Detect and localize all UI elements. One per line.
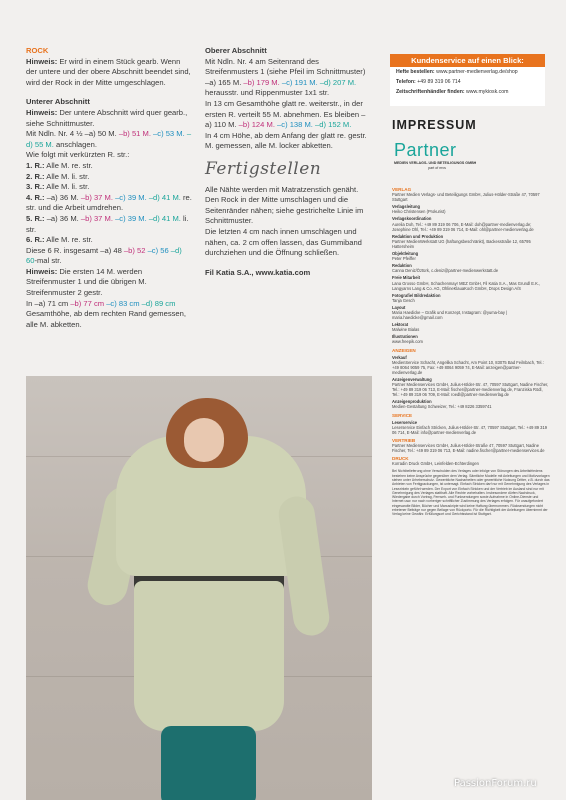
lektorat-label: Lektorat: [392, 322, 409, 328]
verkauf-text: MedienService Schacht, Angelika Schacht, Am Point 10, 83075 Bad Feilnbach, Tel.: +49 8064 9059 75, Fax: +49 8064 9059 74, E-Mail: anzeigen@partner-medienverlag.de: [392, 359, 544, 375]
impressum-details: [392, 184, 550, 517]
watermark: PassionForum.ru: [454, 778, 537, 789]
knitted-skirt: [134, 581, 284, 731]
repeat-instruction: Diese 6 R. insgesamt –a) 48 –b) 52 –c) 56 –d) 60-mal str.: [26, 245, 182, 266]
row-4: 4. R.: –a) 36 M. –b) 37 M. –c) 39 M. –d) 41 M. re. str. und die Arbeit umdrehen.: [26, 192, 192, 213]
cast-on-instruction: Mit Ndln. Nr. 4 ½ –a) 50 M. –b) 51 M. –c) 53 M. –d) 55 M. anschlagen.: [26, 129, 192, 149]
leserservice-text: Leserservice Einfach Stricken, Julius-Hölder-Str. 47, 70597 Stuttgart, Tel.: +49 89 319 06 714, E-Mail: info@partner-medienverlag.de: [392, 424, 548, 435]
verkauf-label: Verkauf: [392, 354, 407, 360]
druck-text: Korradin Druck GmbH, Leinfelden-Echterdingen: [392, 461, 479, 467]
oberer-instruction-2: In 13 cm Gesamthöhe glatt re. weiterstr., in der ersten R. verteilt 55 M. abnehmen. Es bleiben –a) 110 M. –b) 124 M. –c) 138 M. –d) 152 M.: [205, 98, 366, 130]
objektleitung-label: Objektleitung: [392, 251, 419, 257]
finishing-2: Die letzten 4 cm nach innen umschlagen und nähen, ca. 2 cm offen lassen, das Gummiband durchziehen und die Öffnung schließen.: [205, 226, 362, 258]
pattern-column-right: [205, 46, 370, 278]
kundenservice-box: [390, 54, 545, 106]
yarn-supplier: Fil Katia S.A., www.katia.com: [205, 267, 311, 277]
leserservice-label: Leserservice: [392, 419, 418, 425]
lektorat-text: Malwine Bialas: [392, 327, 420, 333]
verlagsleitung-label: Verlagsleitung: [392, 204, 420, 210]
impressum-title: IMPRESSUM: [392, 118, 477, 132]
model-legs: [161, 726, 256, 800]
fotografie-text: Tanja Gesch: [392, 297, 415, 303]
freie-mitarbeit-text: Lana Grosso GmbH, Schachenmayr MEZ GmbH, Fil Katia S.A., Mas Grundl E.K., Langyarns Lang & Co. AG, OhlineKlauaKoch GmbH, Drops Design A/S: [392, 280, 541, 291]
row-3: 3. R.: Alle M. li. str.: [26, 182, 90, 192]
objektleitung-text: Peter Pfeiffer: [392, 256, 416, 262]
fertigstellen-title: Fertigstellen: [205, 158, 322, 179]
model-photo: [26, 376, 372, 800]
section-anzeigen: ANZEIGEN: [392, 347, 416, 353]
redaktion-text: Canna Deniz/Öztürk, c.deniz@partner-medienwerkstatt.de: [392, 268, 499, 274]
fotografie-label: Fotografie/ Bildredaktion: [392, 292, 441, 298]
redaktion-produktion-label: Redaktion und Produktion: [392, 233, 444, 239]
bind-off-instruction: In –a) 71 cm –b) 77 cm –c) 83 cm –d) 89 cm Gesamthöhe, ab dem rechten Rand gemessen, alle M. abketten.: [26, 298, 186, 329]
section-service: SERVICE: [392, 412, 413, 418]
anzeigenproduktion-text: Medien-Gestaltung Schweizer, Tel.: +49 8226 3359741: [392, 404, 492, 410]
kundenservice-title: Kundenservice auf einen Blick:: [390, 54, 545, 67]
illustrationen-text: www.freepik.com: [392, 339, 423, 345]
layout-text: Maria Haedicke – Grafik und Konzept, Instagram: @yuma-bay | maria.haedicke@gmail.com: [392, 309, 508, 321]
unterer-hint: Hinweis: Der untere Abschnitt wird quer gearb., siehe Schnittmuster.: [26, 107, 188, 128]
partner-logo: [394, 140, 480, 180]
vertrieb-text: Partner Medienservices GmbH, Julius-Hölder-Straße 47, 70597 Stuttgart, Nadine Fischer, Tel.: +49 89 319 06 713, E-Mail: nadine.fischer@partner-medienservices.de: [392, 443, 545, 454]
partner-logo-text: Partner: [394, 140, 457, 160]
kundenservice-phone: Telefon: +49 89 319 06 714: [396, 79, 461, 85]
oberer-instruction-3: In 4 cm Höhe, ab dem Anfang der glatt re. gestr. M. gemessen, alle M. locker abketten.: [205, 130, 367, 151]
row-6: 6. R.: Alle M. re. str.: [26, 235, 93, 245]
redaktion-produktion-text: Partner MedienWerkstatt UG (haftungsbeschränkt), Backesstraße 12, 65795 Hattersheim: [392, 238, 531, 249]
anzeigenverwaltung-text: Partner Medienservices GmbH, Julius-Hölder-Str. 47, 70597 Stuttgart, Nadine Fischer, Tel.: +49 89 319 06 713, E-Mail: fischer@partner-medienverlag.de, Franziska Rödl, Tel.: +49 89 319 06 709, E-Mail: roedl@partner-medienverlag.de: [392, 382, 549, 398]
verlag-text: Partner Medien Verlags- und Beteiligungs GmbH, Julius-Hölder-Straße 47, 70597 Stuttgart: [392, 192, 540, 203]
partner-logo-sub2: part of mvs: [428, 165, 446, 170]
row-1: 1. R.: Alle M. re. str.: [26, 160, 93, 170]
oberer-instruction-1: Mit Ndln. Nr. 4 am Seitenrand des Streifenmusters 1 (siehe Pfeil im Schnittmuster) –a) 165 M. –b) 179 M. –c) 191 M. –d) 207 M. herausstr. und Rippenmuster 1x1 str.: [205, 56, 366, 98]
model-face: [184, 418, 224, 462]
section-vertrieb: VERTRIEB: [392, 437, 416, 443]
rock-hint: Hinweis: Er wird in einem Stück gearb. Wenn der untere und der obere Abschnitt beendet sind, wird der Rock in der Mitte umgeschlagen.: [26, 56, 191, 87]
short-rows-intro: Wie folgt mit verkürzten R. str.:: [26, 150, 130, 160]
finishing-1: Alle Nähte werden mit Matratzenstich genäht. Den Rock in der Mitte umschlagen und die Seitenränder nähen; siehe gestrichelte Linie im Schnittmuster.: [205, 184, 364, 226]
impressum-sidebar: [390, 0, 566, 800]
section-verlag: VERLAG: [392, 187, 412, 192]
rock-title: ROCK: [26, 46, 49, 55]
row-5: 5. R.: –a) 36 M. –b) 37 M. –c) 39 M. –d) 41 M. li. str.: [26, 213, 189, 234]
anzeigenproduktion-label: Anzeigenproduktion: [392, 399, 432, 405]
freie-mitarbeit-label: Freie Mitarbeit: [392, 275, 420, 281]
unterer-title: Unterer Abschnitt: [26, 97, 90, 107]
redaktion-label: Redaktion: [392, 263, 412, 269]
layout-label: Layout: [392, 304, 406, 310]
illustrationen-label: Illustrationen: [392, 334, 418, 340]
kundenservice-shop[interactable]: Hefte bestellen: www.partner-medienverlag.de/shop: [396, 69, 518, 75]
pattern-column-left: [26, 46, 192, 330]
partner-logo-sub: MEDIEN VERLAGS- UND BETEILIGUNGS GMBH: [394, 161, 477, 165]
verlagskoord-text: Aurelia Doh, Tel.: +49 89 319 06 706, E-Mail: doh@partner-medienverlag.de; Josephine Ohl, Tel.: +49 89 319 06 714, E-Mail: ohl@partner-medienverlag.de: [392, 221, 534, 232]
section-druck: DRUCK: [392, 456, 409, 462]
anzeigenverwaltung-label: Anzeigenverwaltung: [392, 377, 432, 382]
verlagskoord-label: Verlagskoordination: [392, 216, 432, 222]
oberer-title: Oberer Abschnitt: [205, 46, 267, 55]
legal-fine-print: Bei Nichtbelieferung ohne Verschulden des Verlages oder infolge von Störungen des Arbeitsfriedens bestehen keine Ansprüche gegenüber dem Verlag. Sämtliche Modelle mit Anleitungen und Motivvorlagen stehen unter Urheberschutz. Gewerbliche Nacharbeiten oder gewerbliche Nutzung Dritter, z.B. durch das Anbieten von Fertigpackungen, ist untersagt. Einfach Stricken darf nur mit Genehmigung des Verlages in Lesezirkeln geführt werden. Der Export von Einfach Stricken und der Vertrieb im Ausland sind nur mit Genehmigung des Verlages statthaft. Alle Rechte vorbehalten. Insbesondere dürfen Nachdruck, Wiedergabe durch Vortrag, Fernseh- und Funksendungen sowie Aufnahme in Online-Dienste und Internet usw. nur nach vorheriger schriftlicher Zustimmung des Verlages erfolgen. Für unaufgefordert eingesandte Bilder, Bücher und Manuskripte wird keine Haftung übernommen. Rücksendungen nicht erbetener Beiträge nur gegen Beilage von Rückporto. Für die Richtigkeit der Anleitungen übernimmt der Verlag keine Gewähr. Erfüllungsort und Gerichtsstand ist Stuttgart.: [392, 469, 550, 517]
stripe-hint: Hinweis: Die ersten 14 M. werden Streifenmuster 1 und die übrigen M. Streifenmuster 2 gestr.: [26, 266, 147, 298]
verlagsleitung-text: Heiko Christensen (Prokurist): [392, 209, 446, 215]
kundenservice-kiosk[interactable]: Zeitschriftenhändler finden: www.mykiosk.com: [396, 89, 509, 95]
row-2: 2. R.: Alle M. li. str.: [26, 171, 90, 181]
